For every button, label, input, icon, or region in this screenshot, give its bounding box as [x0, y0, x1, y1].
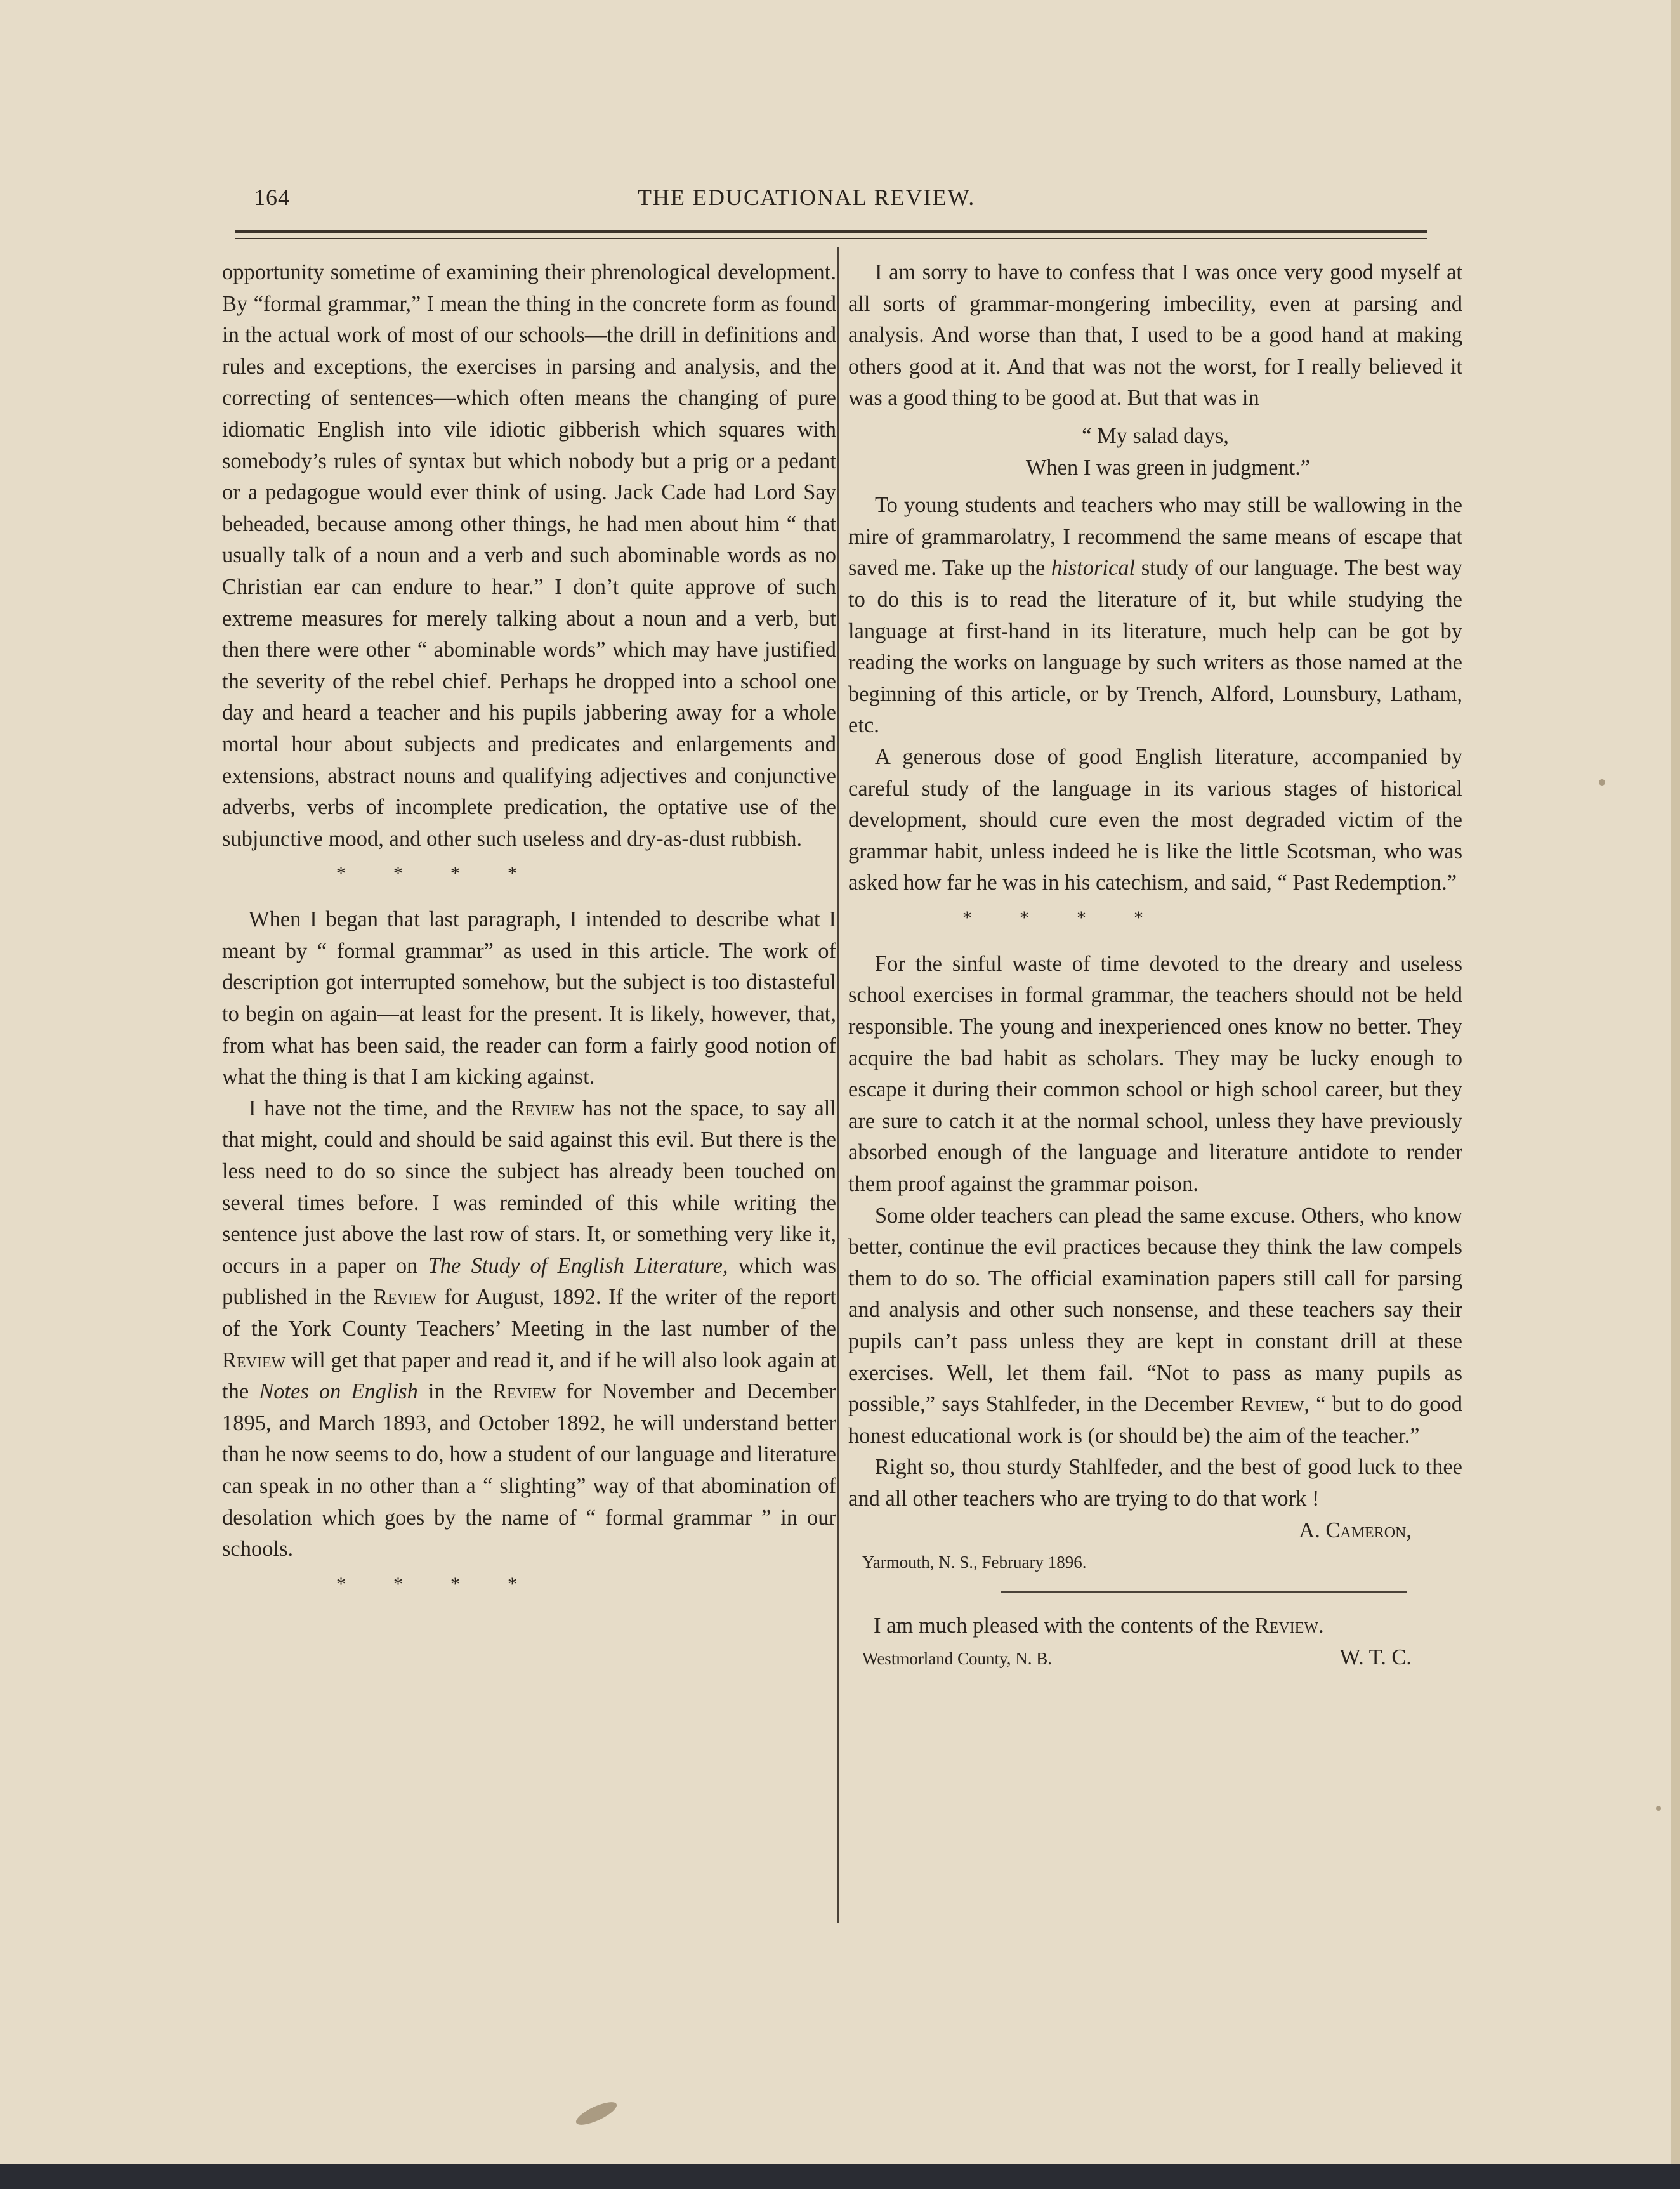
right-paragraph-1: I am sorry to have to confess that I was once very good myself at all sorts of grammar-mongering imbecility, even at parsing and analysis. And worse than that, I used to be a good hand at making others good at it. And that was not the worst, for I really believed it was a good thing to be good at. But that was in — [848, 260, 1462, 411]
author-name: A. Cameron, — [1299, 1518, 1412, 1542]
review-name: Review — [1240, 1392, 1304, 1417]
right-paragraph-4: For the sinful waste of time devoted to the dreary and useless school exercises in formal grammar, the teachers should not be held responsible. The young and inexperienced ones know no better. They acquire the bad habit as scholars. They may be lucky enough to escape it during their common school or high school career, but they are sure to catch it at the normal school, unless they have previously absorbed enough of the language and literature antidote to render them proof against the grammar poison. — [848, 951, 1462, 1197]
text-run: . — [1318, 1613, 1324, 1638]
left-paragraph-2: When I began that last paragraph, I intended to describe what I meant by “ formal grammar” as used in this article. The work of description got interrupted somehow, but the subject is too distasteful to begin on again—at least for the present. It is likely, however, that, from what has been said, the reader can form a fairly good notion of what the thing is that I am kicking against. — [222, 907, 836, 1089]
text-run: Some older teachers can plead the same excuse. Others, who know better, continue the evil practices because they think the law compels them to do so. The official examination papers still call for parsing and analysis and other such nonsense, and these teachers say their pupils can’t pass unless they are kept in constant drill at these exercises. Well, let them fail. “Not to pass as many pupils as possible,” says Stahlfeder, in the December — [848, 1203, 1462, 1417]
right-paragraph-3: A generous dose of good English literature, accompanied by careful study of the language in its various stages of historical development, should cure even the most degraded victim of the grammar habit, unless indeed he is like the little Scotsman, who was asked how far he was in his catechism, and said, “ Past Redemption.” — [848, 744, 1462, 895]
reader-note-signature: W. T. C. — [1339, 1645, 1412, 1669]
text-run: , “ but to do good honest educational work is (or should be) the aim of the teacher.” — [848, 1392, 1463, 1448]
short-divider — [1001, 1591, 1407, 1593]
text-run: I have not the time, and the — [249, 1096, 511, 1121]
section-break-stars: * * * * — [336, 863, 517, 884]
reader-note-place: Westmorland County, N. B. — [862, 1648, 1053, 1668]
ink-dot — [1656, 1806, 1661, 1811]
left-paragraph-1: opportunity sometime of examining their phrenological development. By “formal grammar,” I mean the thing in the concrete form as found in the actual work of most of our schools—the drill in definitions and rules and exceptions, the exercises in parsing and analysis, and the correcting of sentences—which often means the changing of pure idiomatic English into vile idiotic gibberish which squares with somebody’s rules of syntax but which nobody but a prig or a pedant or a pedagogue would ever think of using. Jack Cade had Lord Say beheaded, because among other things, he had men about him “ that usually talk of a noun and a verb and such abominable words as no Christian ear can endure to hear.” I don’t quite approve of such extreme measures for merely talking about a noun and a verb, but then there were other “ abominable words” which may have justified the severity of the rebel chief. Perhaps he dropped into a school one day and heard a teacher and his pupils jabbering away for a whole mortal hour about subjects and predicates and enlargements and extensions, abstract nouns and qualifying adjectives and conjunctive adverbs, verbs of incomplete predication, the optative use of the subjunctive mood, and other such useless and dry-as-dust rubbish. — [222, 260, 836, 851]
section-break-stars: * * * * — [336, 1573, 517, 1594]
header-rule-thick — [235, 230, 1427, 233]
article-title: The Study of English Literature — [428, 1253, 723, 1278]
review-name: Review — [510, 1096, 575, 1121]
text-run: , which was published in the — [222, 1253, 836, 1310]
right-paragraph-2 — [848, 490, 1462, 742]
right-paragraph-5 — [848, 1200, 1462, 1452]
author-signature-block — [848, 1515, 1462, 1584]
section-break-stars: * * * * — [962, 907, 1143, 928]
ink-smudge — [574, 2098, 620, 2129]
text-run: will get that paper and read it, and if he will also look again at the — [222, 1348, 836, 1404]
text-run: for August, 1892. If the writer of the report of the York County Teachers’ Meeting in the last number of the — [222, 1285, 836, 1341]
text-run: To young students and teachers who may still be wallowing in the mire of grammarolatry, I recommend the same means of escape that saved me. Take up the — [848, 493, 1462, 581]
quote-line-2: When I was green in judgment.” — [1025, 455, 1311, 480]
review-name: Review — [1254, 1613, 1319, 1638]
text-run: for November and December 1895, and March 1893, and October 1892, he will understand better than he now seems to do, how a student of our language and literature can speak in no other than a “ slighting” way of that abomination of desolation which goes by the name of “ formal grammar ” in our schools. — [222, 1379, 836, 1561]
page-number: 164 — [254, 185, 290, 210]
article-title: Notes on English — [259, 1379, 418, 1404]
header-rule-thin — [235, 238, 1427, 239]
quote-line-1: “ My salad days, — [1082, 423, 1229, 448]
review-name: Review — [373, 1285, 437, 1310]
text-run: has not the space, to say all that might, could and should be said against this evil. But there is the less need to do so since the subject has already been touched on several times before. I was reminded of this while writing the sentence just above the last row of stars. It, or something very like it, occurs in a paper on — [222, 1096, 836, 1278]
text-run: study of our language. The best way to do this is to read the literature of it, but while studying the language at first-hand in its literature, much help can be got by reading the works on language by such writers as those named at the beginning of this article, or by Trench, Alford, Lounsbury, Latham, etc. — [848, 556, 1463, 738]
review-name: Review — [222, 1348, 286, 1372]
right-paragraph-6: Right so, thou sturdy Stahlfeder, and the best of good luck to thee and all other teachers who are trying to do that work ! — [848, 1455, 1462, 1511]
ink-dot — [1599, 779, 1605, 786]
emphasis: historical — [1051, 556, 1136, 581]
verse-quotation — [848, 421, 1462, 483]
reader-note-text — [874, 1610, 1324, 1642]
scan-background-edge — [0, 2164, 1680, 2189]
reader-note — [848, 1610, 1462, 1680]
running-head — [235, 184, 1440, 222]
text-run: in the — [417, 1379, 493, 1404]
text-run: I am much pleased with the contents of the — [874, 1613, 1255, 1638]
review-name: Review — [492, 1379, 556, 1404]
page-right-edge — [1671, 0, 1680, 2164]
right-column — [848, 257, 1462, 1680]
left-paragraph-3 — [222, 1093, 836, 1565]
journal-title: THE EDUCATIONAL REVIEW. — [638, 185, 976, 210]
left-column — [222, 257, 836, 1615]
dateline: Yarmouth, N. S., February 1896. — [862, 1552, 1087, 1572]
column-divider — [837, 247, 839, 1923]
